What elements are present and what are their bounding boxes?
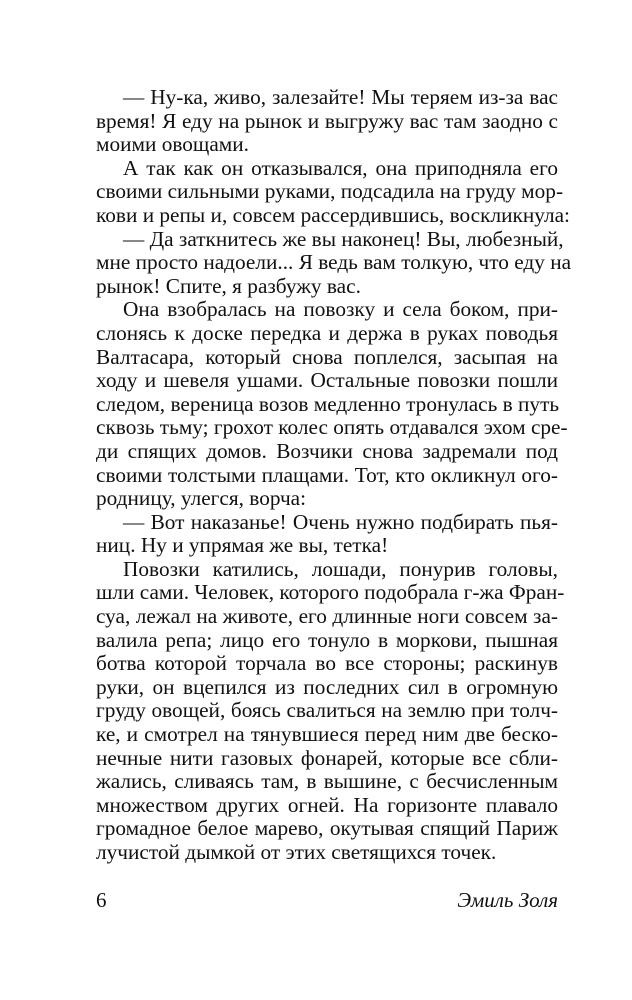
text-line: своими толстыми плащами. Тот, кто окликнул ого-	[96, 462, 558, 487]
text-line: своими сильными руками, подсадила на груду мор-	[96, 179, 564, 204]
text-line: ходу и шевеля ушами. Остальные повозки пошли	[96, 368, 558, 393]
text-line: родницу, улегся, ворча:	[96, 486, 307, 511]
text-line: рынок! Спите, я разбужу вас.	[96, 273, 361, 298]
text-line: множеством других огней. На горизонте плавало	[96, 792, 558, 817]
paragraph	[96, 226, 572, 299]
page-number: 6	[96, 888, 107, 912]
text-line: ниц. Ну и упрямая же вы, тетка!	[96, 533, 389, 558]
running-footer-author: Эмиль Золя	[457, 888, 558, 912]
text-line: громадное белое марево, окутывая спящий Париж	[96, 816, 558, 841]
text-line: ди спящих домов. Возчики снова задремали под	[96, 438, 558, 463]
text-line: мне просто надоели... Я ведь вам толкую, что еду на	[96, 250, 572, 275]
text-line: ботва которой торчала во все стороны; раскинув	[96, 651, 558, 676]
text-line: лучистой дымкой от этих светящихся точек.	[96, 840, 497, 864]
text-line: — Да заткнитесь же вы наконец! Вы, любезный,	[123, 226, 564, 251]
text-line: шли сами. Человек, которого подобрала г-жа Фран-	[96, 580, 565, 605]
text-line: Она взобралась на повозку и села боком, при-	[123, 297, 558, 322]
text-line: руки, он вцепился из последних сил в огромную	[96, 674, 558, 699]
text-line: жались, сливаясь там, в вышине, с бесчисленным	[96, 769, 558, 794]
text-line: суа, лежал на животе, его длинные ноги совсем за-	[96, 604, 558, 629]
text-line: — Ну-ка, живо, залезайте! Мы теряем из-за вас	[123, 85, 558, 109]
text-line: кови и репы и, совсем рассердившись, воскликнула:	[96, 202, 570, 227]
paragraph	[96, 155, 570, 228]
text-line: Валтасара, который снова поплелся, засыпая на	[96, 344, 558, 369]
body-text	[96, 85, 572, 865]
paragraph	[96, 511, 558, 558]
text-line: груду овощей, боясь свалиться на землю при толч-	[96, 698, 558, 723]
text-line: — Вот наказанье! Очень нужно подбирать пья-	[123, 509, 558, 534]
text-line: моими овощами.	[96, 132, 249, 157]
text-line: следом, вереница возов медленно тронулась в путь	[96, 391, 560, 416]
text-line: ке, и смотрел на тянувшиеся перед ним две беско-	[96, 722, 558, 747]
text-line: сквозь тьму; грохот колес опять отдавался эхом сре-	[96, 415, 568, 440]
paragraph	[96, 556, 565, 865]
text-line: валила репа; лицо его тонуло в моркови, пышная	[96, 627, 558, 652]
text-line: А так как он отказывался, она приподняла его	[123, 155, 558, 180]
text-line: нечные нити газовых фонарей, которые все сбли-	[96, 745, 558, 770]
text-line: слонясь к доске передка и держа в руках поводья	[96, 320, 558, 345]
text-line: Повозки катились, лошади, понурив головы,	[123, 556, 558, 581]
text-line: время! Я еду на рынок и выгружу вас там заодно с	[96, 108, 558, 133]
paragraph	[96, 297, 568, 511]
paragraph	[96, 86, 558, 157]
